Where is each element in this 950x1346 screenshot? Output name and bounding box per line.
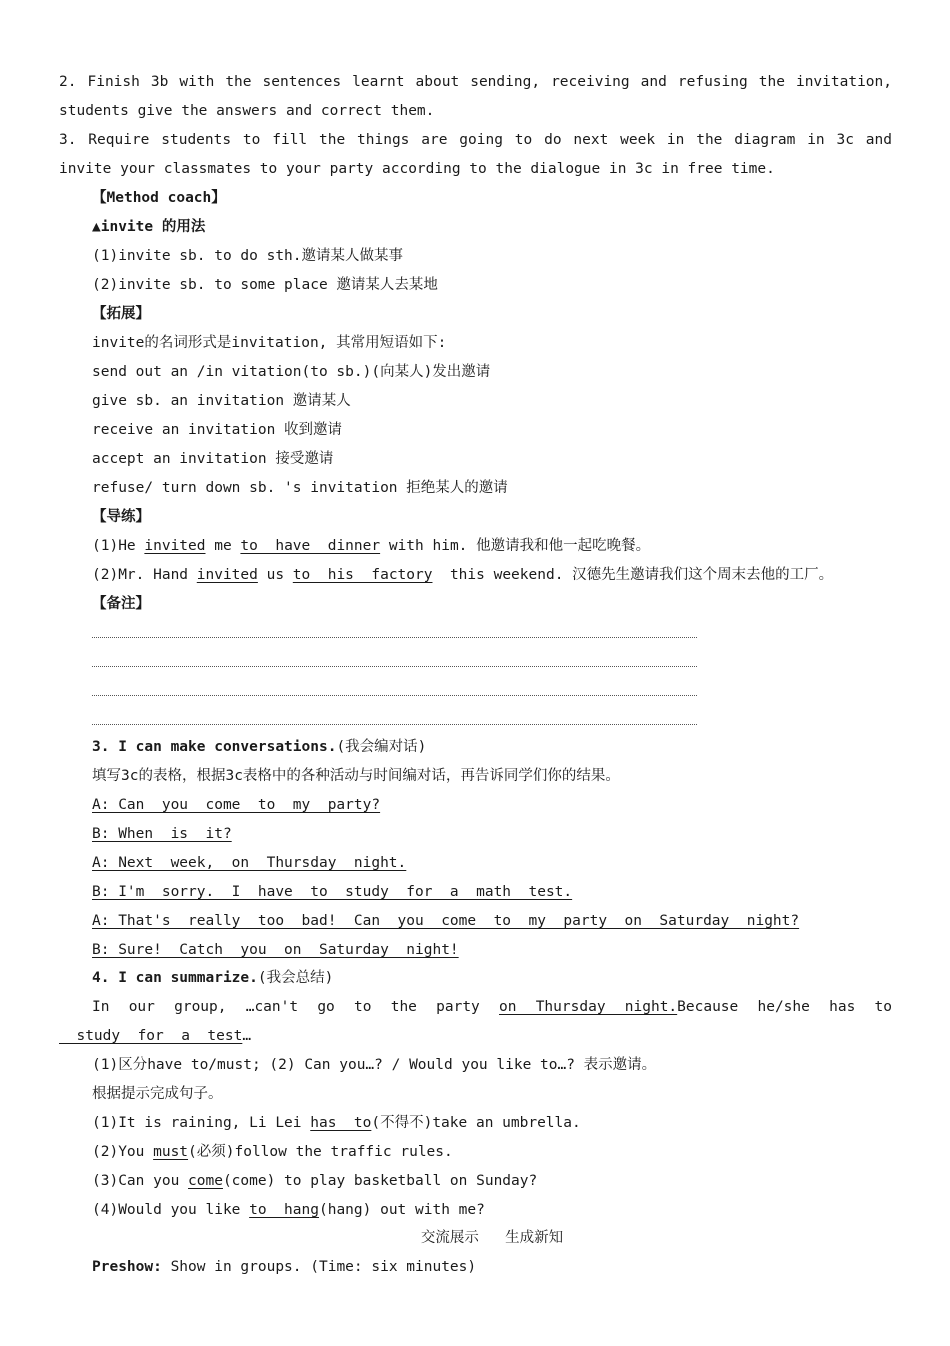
sentence-text: me	[205, 538, 241, 554]
intro-item-3-line1: 3. Require students to fill the things are going to do next week in the diagram in 3c and	[59, 132, 892, 148]
answer-blank: to have dinner	[240, 538, 381, 554]
phrase-item: give sb. an invitation 邀请某人	[92, 393, 351, 409]
answer-blank: study for a test	[59, 1028, 243, 1044]
sentence-text: (3)Can you	[92, 1173, 189, 1189]
practice-sentence-2	[92, 565, 833, 585]
exercise-sentence-2	[92, 1142, 453, 1162]
answer-blank: to hang	[249, 1202, 319, 1218]
dialogue-line: B: Sure! Catch you on Saturday night!	[92, 942, 459, 958]
exercise-sentence-3	[92, 1171, 537, 1191]
note-line	[92, 637, 697, 638]
sentence-text: us	[257, 567, 293, 583]
summary-line-2	[59, 1026, 251, 1046]
sentence-text: (4)Would you like	[92, 1202, 250, 1218]
method-coach-heading: 【Method coach】	[92, 190, 226, 206]
heading-note: (我会总结)	[257, 970, 334, 986]
note-line	[92, 724, 697, 725]
preshow-line	[92, 1257, 476, 1277]
phrase-item: receive an invitation 收到邀请	[92, 422, 343, 438]
answer-blank: come	[188, 1173, 223, 1189]
usage-item-2: (2)invite sb. to some place 邀请某人去某地	[92, 277, 438, 293]
dialogue-line: B: I'm sorry. I have to study for a math test.	[92, 884, 573, 900]
sentence-text: (come) to play basketball on Sunday?	[222, 1173, 538, 1189]
dialogue-line: A: That's really too bad! Can you come to my party on Saturday night?	[92, 913, 800, 929]
usage-item-1: (1)invite sb. to do sth.邀请某人做某事	[92, 248, 404, 264]
distinguish-note: (1)区分have to/must; (2) Can you…? / Would you like to…? 表示邀请。	[92, 1057, 657, 1073]
conversation-instruction: 填写3c的表格，根据3c表格中的各种活动与时间编对话，再告诉同学们你的结果。	[92, 768, 620, 784]
summary-text: In our group, …can't go to the party	[92, 999, 480, 1015]
conversation-heading	[92, 737, 426, 757]
exercise-sentence-1	[92, 1113, 581, 1133]
answer-blank: invited	[144, 538, 206, 554]
answer-blank: has to	[310, 1115, 372, 1131]
preshow-text: Show in groups. (Time: six minutes)	[161, 1259, 477, 1275]
phrase-item: send out an /in vitation(to sb.)(向某人)发出邀请	[92, 364, 491, 380]
dialogue-line: A: Can you come to my party?	[92, 797, 381, 813]
extension-intro: invite的名词形式是invitation, 其常用短语如下:	[92, 335, 447, 351]
notes-heading: 【备注】	[92, 596, 150, 612]
sentence-text: this weekend. 汉德先生邀请我们这个周末去他的工厂。	[432, 567, 834, 583]
sentence-text: (必须)follow the traffic rules.	[188, 1144, 453, 1160]
answer-blank: on Thursday night.	[499, 999, 678, 1015]
sentence-text: (hang) out with me?	[318, 1202, 485, 1218]
phrase-item: accept an invitation 接受邀请	[92, 451, 334, 467]
sentence-text: with him. 他邀请我和他一起吃晚餐。	[380, 538, 651, 554]
dialogue-line: B: When is it?	[92, 826, 232, 842]
sentence-text: (不得不)take an umbrella.	[371, 1115, 581, 1131]
sentence-text: (2)Mr. Hand	[92, 567, 197, 583]
extension-heading: 【拓展】	[92, 306, 150, 322]
heading-text: 3. I can make conversations.	[92, 739, 337, 755]
summary-text: Because he/she has to	[677, 999, 892, 1015]
preshow-label: Preshow:	[92, 1259, 162, 1275]
intro-item-2-line2: students give the answers and correct them.	[59, 103, 435, 119]
section-title: 交流展示 生成新知	[420, 1230, 564, 1246]
dialogue-line: A: Next week, on Thursday night.	[92, 855, 407, 871]
intro-item-2-line1: 2. Finish 3b with the sentences learnt about sending, receiving and refusing the invitation,	[59, 74, 892, 90]
sentence-text: (2)You	[92, 1144, 154, 1160]
phrase-item: refuse/ turn down sb. 's invitation 拒绝某人的邀请	[92, 480, 508, 496]
exercise-sentence-4	[92, 1200, 485, 1220]
note-line	[92, 695, 697, 696]
summary-line-1	[92, 997, 892, 1017]
exercise-prompt: 根据提示完成句子。	[92, 1086, 223, 1102]
summary-text: …	[242, 1028, 252, 1044]
note-line	[92, 666, 697, 667]
answer-blank: to his factory	[292, 567, 433, 583]
practice-heading: 【导练】	[92, 509, 150, 525]
invite-usage-heading: ▲invite 的用法	[92, 219, 206, 235]
answer-blank: must	[153, 1144, 189, 1160]
sentence-text: (1)It is raining, Li Lei	[92, 1115, 311, 1131]
heading-note: (我会编对话)	[336, 739, 427, 755]
summary-heading	[92, 968, 333, 988]
intro-item-3-line2: invite your classmates to your party according to the dialogue in 3c in free time.	[59, 161, 775, 177]
answer-blank: invited	[196, 567, 258, 583]
practice-sentence-1	[92, 536, 650, 556]
sentence-text: (1)He	[92, 538, 145, 554]
heading-text: 4. I can summarize.	[92, 970, 258, 986]
